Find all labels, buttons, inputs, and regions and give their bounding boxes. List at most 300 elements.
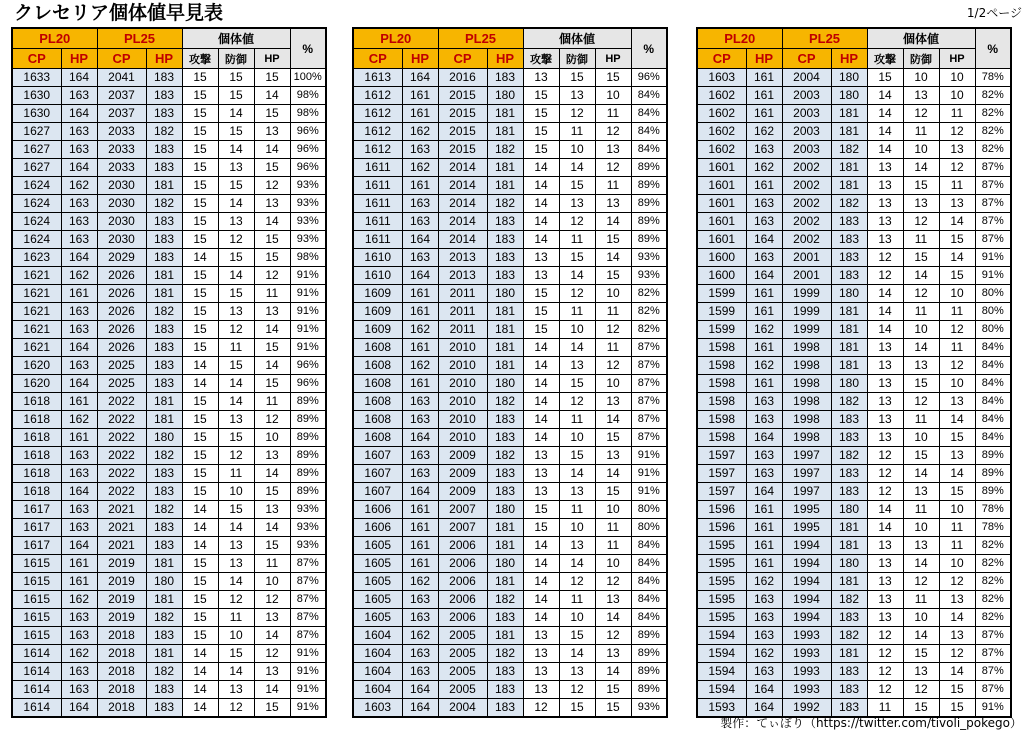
cell-hp-pl20: 163 — [746, 609, 782, 627]
table-row — [12, 123, 326, 141]
cell-defense-iv: 14 — [559, 555, 595, 573]
cell-hp-pl20: 161 — [746, 375, 782, 393]
cell-attack-iv: 14 — [523, 375, 559, 393]
cell-attack-iv: 15 — [182, 627, 218, 645]
cell-iv-percent: 80% — [631, 501, 667, 519]
cell-hp-pl20: 163 — [402, 195, 438, 213]
cell-stamina-iv: 15 — [254, 339, 290, 357]
cell-stamina-iv: 10 — [939, 69, 975, 87]
cell-stamina-iv: 14 — [939, 249, 975, 267]
cell-defense-iv: 11 — [559, 501, 595, 519]
cell-defense-iv: 10 — [559, 321, 595, 339]
cell-hp-pl20: 163 — [746, 213, 782, 231]
page-title: クレセリア個体値早見表 — [14, 2, 224, 24]
cell-attack-iv: 13 — [523, 645, 559, 663]
cell-hp-pl20: 163 — [402, 447, 438, 465]
table-row — [12, 303, 326, 321]
cell-hp-pl20: 161 — [402, 105, 438, 123]
cell-hp-pl25: 181 — [146, 267, 182, 285]
cell-defense-iv: 10 — [218, 627, 254, 645]
table-row — [697, 465, 1011, 483]
cell-hp-pl25: 180 — [831, 87, 867, 105]
cell-hp-pl20: 163 — [61, 123, 97, 141]
cell-iv-percent: 98% — [290, 249, 326, 267]
cell-cp-pl25: 2022 — [97, 483, 146, 501]
cell-stamina-iv: 12 — [254, 591, 290, 609]
cell-hp-pl25: 183 — [487, 663, 523, 681]
cell-attack-iv: 13 — [867, 429, 903, 447]
cell-cp-pl20: 1598 — [697, 393, 746, 411]
cell-hp-pl20: 161 — [746, 501, 782, 519]
cell-stamina-iv: 10 — [595, 375, 631, 393]
cell-hp-pl20: 163 — [402, 645, 438, 663]
cell-defense-iv: 15 — [903, 249, 939, 267]
header-pl20: PL20 — [697, 28, 782, 49]
cell-stamina-iv: 13 — [254, 195, 290, 213]
cell-stamina-iv: 10 — [939, 285, 975, 303]
cell-defense-iv: 13 — [218, 303, 254, 321]
cell-cp-pl25: 2011 — [438, 303, 487, 321]
cell-hp-pl25: 181 — [487, 123, 523, 141]
cell-attack-iv: 12 — [867, 267, 903, 285]
table-row — [697, 285, 1011, 303]
cell-hp-pl20: 161 — [61, 429, 97, 447]
cell-hp-pl25: 183 — [146, 519, 182, 537]
cell-iv-percent: 89% — [290, 429, 326, 447]
cell-stamina-iv: 14 — [254, 519, 290, 537]
cell-attack-iv: 12 — [867, 627, 903, 645]
cell-defense-iv: 14 — [903, 159, 939, 177]
cell-hp-pl20: 163 — [61, 609, 97, 627]
cell-cp-pl20: 1594 — [697, 645, 746, 663]
cell-stamina-iv: 13 — [939, 627, 975, 645]
table-row — [697, 519, 1011, 537]
cell-stamina-iv: 11 — [939, 339, 975, 357]
cell-cp-pl20: 1609 — [353, 285, 402, 303]
cell-hp-pl25: 181 — [831, 537, 867, 555]
cell-cp-pl25: 2014 — [438, 231, 487, 249]
cell-iv-percent: 87% — [975, 231, 1011, 249]
cell-iv-percent: 84% — [631, 591, 667, 609]
cell-cp-pl25: 2002 — [782, 159, 831, 177]
cell-attack-iv: 13 — [523, 681, 559, 699]
cell-hp-pl20: 162 — [746, 321, 782, 339]
cell-cp-pl25: 2005 — [438, 627, 487, 645]
cell-attack-iv: 15 — [182, 177, 218, 195]
header-stamina: HP — [595, 49, 631, 69]
cell-cp-pl25: 1993 — [782, 627, 831, 645]
cell-defense-iv: 15 — [218, 69, 254, 87]
header-hp-pl20: HP — [402, 49, 438, 69]
cell-hp-pl20: 162 — [746, 159, 782, 177]
cell-iv-percent: 96% — [290, 357, 326, 375]
cell-cp-pl20: 1618 — [12, 447, 61, 465]
table-row — [697, 591, 1011, 609]
table-row — [353, 285, 667, 303]
cell-defense-iv: 11 — [218, 465, 254, 483]
cell-defense-iv: 12 — [559, 393, 595, 411]
cell-hp-pl20: 163 — [61, 519, 97, 537]
cell-defense-iv: 14 — [218, 393, 254, 411]
cell-stamina-iv: 15 — [254, 105, 290, 123]
cell-cp-pl25: 2011 — [438, 285, 487, 303]
cell-cp-pl25: 2029 — [97, 249, 146, 267]
cell-attack-iv: 13 — [523, 267, 559, 285]
cell-iv-percent: 84% — [975, 375, 1011, 393]
cell-stamina-iv: 15 — [254, 375, 290, 393]
cell-stamina-iv: 14 — [595, 663, 631, 681]
cell-cp-pl20: 1611 — [353, 231, 402, 249]
cell-stamina-iv: 10 — [595, 555, 631, 573]
cell-stamina-iv: 11 — [595, 339, 631, 357]
cell-hp-pl20: 164 — [746, 483, 782, 501]
cell-stamina-iv: 15 — [254, 231, 290, 249]
cell-attack-iv: 13 — [523, 483, 559, 501]
cell-defense-iv: 13 — [903, 195, 939, 213]
cell-stamina-iv: 14 — [595, 213, 631, 231]
cell-stamina-iv: 14 — [939, 609, 975, 627]
cell-hp-pl25: 182 — [146, 123, 182, 141]
cell-hp-pl20: 164 — [746, 681, 782, 699]
cell-hp-pl20: 161 — [402, 375, 438, 393]
table-row — [12, 591, 326, 609]
cell-iv-percent: 91% — [290, 645, 326, 663]
cell-cp-pl25: 2030 — [97, 177, 146, 195]
cell-iv-percent: 91% — [290, 699, 326, 718]
cell-cp-pl25: 2019 — [97, 609, 146, 627]
cell-cp-pl25: 1999 — [782, 321, 831, 339]
cell-hp-pl20: 164 — [746, 429, 782, 447]
cell-defense-iv: 13 — [559, 195, 595, 213]
cell-stamina-iv: 13 — [939, 591, 975, 609]
cell-cp-pl20: 1612 — [353, 87, 402, 105]
cell-attack-iv: 15 — [182, 393, 218, 411]
table-row — [697, 501, 1011, 519]
cell-attack-iv: 15 — [182, 159, 218, 177]
cell-attack-iv: 15 — [523, 87, 559, 105]
header-cp-pl25: CP — [97, 49, 146, 69]
cell-stamina-iv: 11 — [254, 393, 290, 411]
cell-attack-iv: 14 — [867, 87, 903, 105]
cell-stamina-iv: 12 — [595, 357, 631, 375]
cell-cp-pl25: 2018 — [97, 663, 146, 681]
cell-hp-pl25: 183 — [487, 231, 523, 249]
cell-hp-pl25: 183 — [146, 375, 182, 393]
cell-hp-pl20: 164 — [61, 483, 97, 501]
cell-hp-pl25: 181 — [146, 285, 182, 303]
cell-defense-iv: 12 — [218, 447, 254, 465]
cell-defense-iv: 13 — [903, 663, 939, 681]
table-row — [12, 663, 326, 681]
cell-iv-percent: 89% — [631, 177, 667, 195]
cell-iv-percent: 87% — [975, 663, 1011, 681]
cell-hp-pl20: 164 — [746, 699, 782, 718]
cell-stamina-iv: 15 — [254, 249, 290, 267]
cell-hp-pl20: 163 — [402, 663, 438, 681]
cell-attack-iv: 14 — [523, 411, 559, 429]
cell-iv-percent: 80% — [631, 519, 667, 537]
cell-defense-iv: 14 — [218, 195, 254, 213]
cell-iv-percent: 87% — [290, 627, 326, 645]
table-row — [12, 447, 326, 465]
cell-hp-pl20: 164 — [402, 231, 438, 249]
cell-hp-pl25: 181 — [487, 339, 523, 357]
cell-attack-iv: 13 — [523, 627, 559, 645]
cell-cp-pl25: 2004 — [438, 699, 487, 718]
cell-defense-iv: 13 — [903, 87, 939, 105]
cell-iv-percent: 84% — [631, 123, 667, 141]
cell-hp-pl25: 181 — [831, 159, 867, 177]
cell-defense-iv: 11 — [903, 303, 939, 321]
cell-hp-pl25: 180 — [831, 285, 867, 303]
table-row — [12, 429, 326, 447]
cell-hp-pl25: 181 — [831, 573, 867, 591]
cell-attack-iv: 15 — [523, 123, 559, 141]
cell-hp-pl25: 183 — [487, 411, 523, 429]
cell-cp-pl20: 1605 — [353, 609, 402, 627]
cell-cp-pl20: 1607 — [353, 483, 402, 501]
cell-attack-iv: 15 — [182, 231, 218, 249]
cell-hp-pl20: 161 — [402, 303, 438, 321]
cell-defense-iv: 14 — [559, 465, 595, 483]
cell-cp-pl20: 1630 — [12, 105, 61, 123]
cell-stamina-iv: 13 — [254, 501, 290, 519]
cell-defense-iv: 15 — [218, 429, 254, 447]
cell-cp-pl25: 2014 — [438, 177, 487, 195]
cell-defense-iv: 12 — [559, 681, 595, 699]
cell-stamina-iv: 13 — [595, 591, 631, 609]
cell-iv-percent: 89% — [631, 159, 667, 177]
cell-defense-iv: 15 — [903, 447, 939, 465]
cell-cp-pl20: 1618 — [12, 393, 61, 411]
cell-hp-pl25: 183 — [146, 483, 182, 501]
cell-iv-percent: 89% — [631, 681, 667, 699]
cell-cp-pl25: 2033 — [97, 159, 146, 177]
header-cp-pl20: CP — [697, 49, 746, 69]
cell-cp-pl20: 1624 — [12, 231, 61, 249]
cell-attack-iv: 15 — [523, 519, 559, 537]
header-percent: % — [631, 28, 667, 69]
cell-hp-pl25: 181 — [146, 555, 182, 573]
cell-hp-pl25: 183 — [487, 483, 523, 501]
header-cp-pl20: CP — [353, 49, 402, 69]
cell-stamina-iv: 12 — [254, 177, 290, 195]
table-row — [697, 87, 1011, 105]
cell-stamina-iv: 11 — [254, 285, 290, 303]
table-row — [697, 429, 1011, 447]
table-row — [12, 267, 326, 285]
cell-stamina-iv: 12 — [595, 627, 631, 645]
cell-cp-pl25: 2005 — [438, 681, 487, 699]
cell-cp-pl25: 2015 — [438, 87, 487, 105]
cell-iv-percent: 98% — [290, 105, 326, 123]
cell-iv-percent: 80% — [975, 321, 1011, 339]
cell-cp-pl25: 2010 — [438, 375, 487, 393]
table-row — [353, 69, 667, 87]
cell-cp-pl25: 2014 — [438, 195, 487, 213]
cell-attack-iv: 15 — [182, 195, 218, 213]
cell-hp-pl20: 161 — [746, 519, 782, 537]
cell-hp-pl20: 163 — [402, 249, 438, 267]
cell-hp-pl20: 163 — [402, 609, 438, 627]
cell-hp-pl25: 183 — [487, 699, 523, 718]
cell-iv-percent: 84% — [631, 555, 667, 573]
cell-stamina-iv: 15 — [939, 429, 975, 447]
header-stamina: HP — [939, 49, 975, 69]
table-row — [12, 375, 326, 393]
cell-cp-pl20: 1618 — [12, 483, 61, 501]
cell-iv-percent: 96% — [290, 141, 326, 159]
cell-cp-pl25: 2005 — [438, 663, 487, 681]
cell-hp-pl25: 180 — [146, 573, 182, 591]
cell-attack-iv: 14 — [867, 285, 903, 303]
table-row — [697, 411, 1011, 429]
cell-cp-pl20: 1615 — [12, 555, 61, 573]
cell-hp-pl25: 183 — [146, 465, 182, 483]
cell-hp-pl20: 164 — [402, 429, 438, 447]
cell-hp-pl20: 162 — [746, 357, 782, 375]
cell-defense-iv: 15 — [559, 627, 595, 645]
cell-cp-pl25: 2021 — [97, 501, 146, 519]
table-row — [12, 105, 326, 123]
cell-cp-pl20: 1601 — [697, 231, 746, 249]
header-hp-pl20: HP — [61, 49, 97, 69]
cell-attack-iv: 12 — [867, 447, 903, 465]
cell-iv-percent: 91% — [975, 267, 1011, 285]
cell-cp-pl20: 1615 — [12, 609, 61, 627]
cell-iv-percent: 87% — [290, 555, 326, 573]
cell-stamina-iv: 14 — [254, 627, 290, 645]
table-row — [353, 357, 667, 375]
cell-cp-pl25: 2037 — [97, 105, 146, 123]
cell-hp-pl20: 161 — [746, 339, 782, 357]
table-row — [353, 393, 667, 411]
cell-hp-pl25: 183 — [487, 465, 523, 483]
cell-attack-iv: 12 — [867, 249, 903, 267]
cell-cp-pl25: 2007 — [438, 519, 487, 537]
table-row — [353, 429, 667, 447]
cell-hp-pl20: 163 — [746, 591, 782, 609]
cell-cp-pl20: 1594 — [697, 681, 746, 699]
cell-attack-iv: 13 — [867, 339, 903, 357]
cell-cp-pl20: 1602 — [697, 141, 746, 159]
cell-hp-pl25: 182 — [146, 609, 182, 627]
cell-iv-percent: 87% — [631, 375, 667, 393]
table-row — [353, 123, 667, 141]
header-hp-pl25: HP — [831, 49, 867, 69]
cell-iv-percent: 82% — [975, 537, 1011, 555]
cell-cp-pl20: 1608 — [353, 411, 402, 429]
cell-stamina-iv: 15 — [595, 681, 631, 699]
cell-defense-iv: 14 — [218, 375, 254, 393]
cell-defense-iv: 12 — [559, 213, 595, 231]
cell-attack-iv: 13 — [523, 663, 559, 681]
cell-defense-iv: 10 — [559, 519, 595, 537]
cell-hp-pl25: 183 — [831, 213, 867, 231]
cell-stamina-iv: 10 — [939, 87, 975, 105]
cell-cp-pl20: 1595 — [697, 573, 746, 591]
cell-hp-pl25: 180 — [831, 375, 867, 393]
cell-stamina-iv: 15 — [595, 231, 631, 249]
table-row — [353, 699, 667, 718]
cell-cp-pl25: 1998 — [782, 357, 831, 375]
cell-cp-pl25: 2018 — [97, 681, 146, 699]
cell-stamina-iv: 14 — [939, 213, 975, 231]
cell-cp-pl25: 2014 — [438, 159, 487, 177]
table-row — [12, 213, 326, 231]
cell-stamina-iv: 14 — [254, 87, 290, 105]
cell-cp-pl20: 1598 — [697, 357, 746, 375]
cell-cp-pl20: 1627 — [12, 141, 61, 159]
cell-stamina-iv: 11 — [254, 555, 290, 573]
cell-hp-pl20: 161 — [746, 177, 782, 195]
cell-iv-percent: 91% — [290, 285, 326, 303]
cell-defense-iv: 10 — [903, 519, 939, 537]
table-row — [353, 411, 667, 429]
cell-hp-pl25: 181 — [487, 159, 523, 177]
cell-stamina-iv: 11 — [595, 177, 631, 195]
cell-iv-percent: 82% — [975, 87, 1011, 105]
cell-hp-pl25: 180 — [146, 429, 182, 447]
cell-defense-iv: 11 — [218, 339, 254, 357]
cell-defense-iv: 10 — [559, 609, 595, 627]
cell-hp-pl20: 163 — [61, 213, 97, 231]
cell-hp-pl20: 164 — [746, 231, 782, 249]
table-row — [353, 105, 667, 123]
cell-defense-iv: 15 — [559, 69, 595, 87]
cell-attack-iv: 14 — [523, 231, 559, 249]
cell-stamina-iv: 12 — [595, 321, 631, 339]
cell-cp-pl20: 1618 — [12, 411, 61, 429]
cell-iv-percent: 89% — [631, 663, 667, 681]
cell-defense-iv: 14 — [559, 339, 595, 357]
cell-hp-pl25: 183 — [831, 609, 867, 627]
cell-cp-pl20: 1618 — [12, 465, 61, 483]
cell-attack-iv: 13 — [867, 213, 903, 231]
cell-stamina-iv: 11 — [939, 303, 975, 321]
cell-hp-pl25: 182 — [831, 447, 867, 465]
table-row — [353, 195, 667, 213]
cell-attack-iv: 14 — [523, 159, 559, 177]
cell-attack-iv: 15 — [182, 411, 218, 429]
cell-hp-pl20: 163 — [61, 663, 97, 681]
cell-hp-pl25: 181 — [831, 321, 867, 339]
header-attack: 攻撃 — [867, 49, 903, 69]
cell-iv-percent: 82% — [631, 321, 667, 339]
cell-cp-pl25: 2019 — [97, 555, 146, 573]
cell-attack-iv: 14 — [182, 357, 218, 375]
cell-hp-pl20: 162 — [402, 123, 438, 141]
cell-cp-pl25: 2033 — [97, 141, 146, 159]
cell-cp-pl25: 2021 — [97, 519, 146, 537]
cell-stamina-iv: 13 — [254, 123, 290, 141]
table-row — [12, 321, 326, 339]
cell-stamina-iv: 15 — [254, 69, 290, 87]
header-pl25: PL25 — [438, 28, 523, 49]
cell-hp-pl25: 183 — [831, 483, 867, 501]
cell-iv-percent: 82% — [631, 285, 667, 303]
table-row — [353, 447, 667, 465]
cell-attack-iv: 15 — [182, 69, 218, 87]
cell-cp-pl25: 2022 — [97, 465, 146, 483]
cell-hp-pl20: 163 — [746, 627, 782, 645]
cell-stamina-iv: 15 — [939, 699, 975, 718]
cell-cp-pl25: 1992 — [782, 699, 831, 718]
cell-hp-pl25: 183 — [146, 231, 182, 249]
cell-hp-pl20: 161 — [746, 303, 782, 321]
cell-hp-pl20: 161 — [402, 285, 438, 303]
cell-stamina-iv: 15 — [939, 267, 975, 285]
